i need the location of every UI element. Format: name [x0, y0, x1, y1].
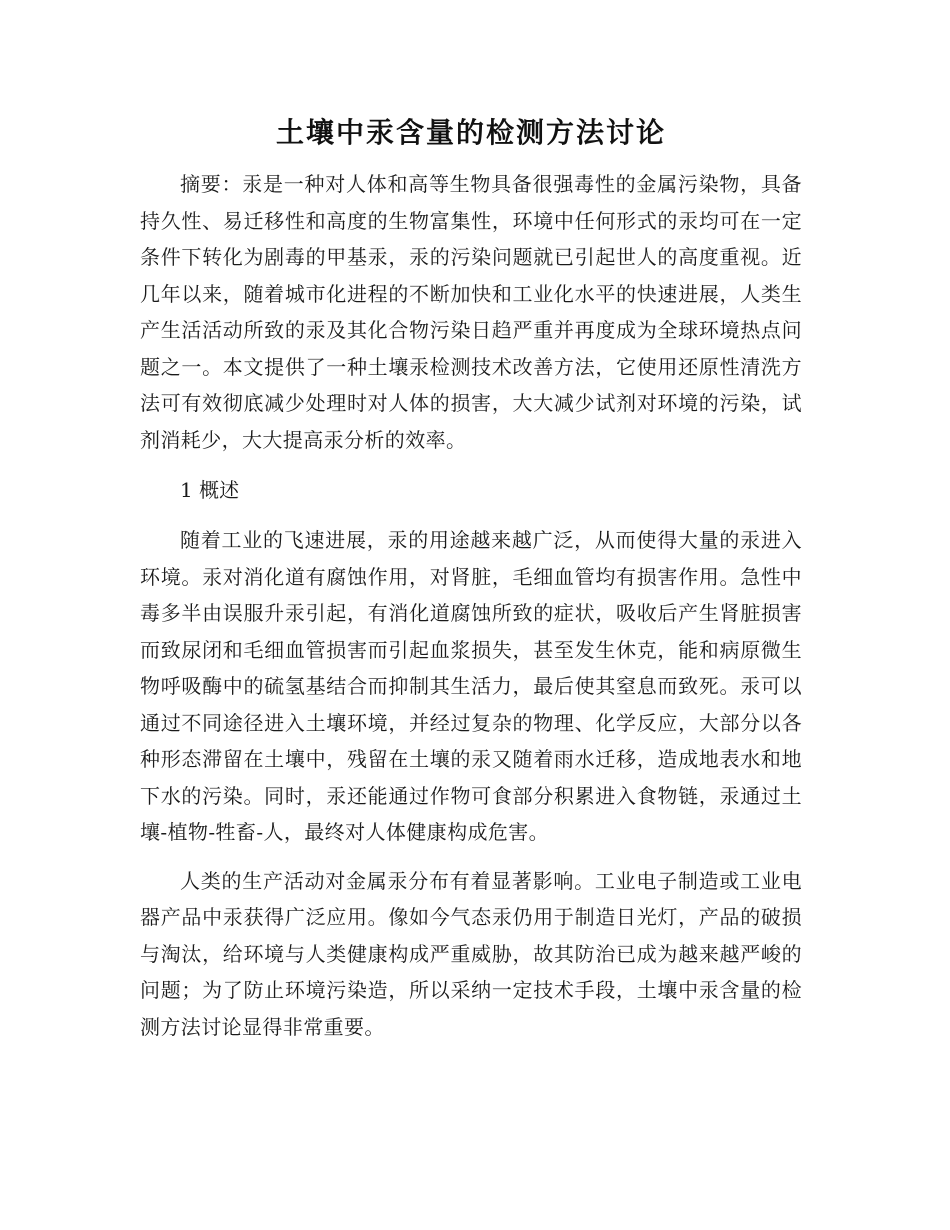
body-paragraph-2: 人类的生产活动对金属汞分布有着显著影响。工业电子制造或工业电器产品中汞获得广泛应用。像如今气态汞仍用于制造日光灯，产品的破损与淘汰，给环境与人类健康构成严重威胁，故其防治已成为越来越严峻的问题；为了防止环境污染造，所以采纳一定技术手段，土壤中汞含量的检测方法讨论显得非常重要。	[140, 868, 802, 1039]
section-heading-overview: 1 概述	[180, 478, 240, 502]
document-title: 土壤中汞含量的检测方法讨论	[275, 116, 666, 149]
body-paragraph-1: 随着工业的飞速进展，汞的用途越来越广泛，从而使得大量的汞进入环境。汞对消化道有腐蚀作用，对肾脏，毛细血管均有损害作用。急性中毒多半由误服升汞引起，有消化道腐蚀所致的症状，吸收后产生肾脏损害而致尿闭和毛细血管损害而引起血浆损失，甚至发生休克，能和病原微生物呼吸酶中的硫氢基结合而抑制其生活力，最后使其窒息而致死。汞可以通过不同途径进入土壤环境，并经过复杂的物理、化学反应，大部分以各种形态滞留在土壤中，残留在土壤的汞又随着雨水迁移，造成地表水和地下水的污染。同时，汞还能通过作物可食部分积累进入食物链，汞通过土壤-植物-牲畜-人，最终对人体健康构成危害。	[140, 528, 802, 844]
document-page	[140, 110, 802, 1045]
abstract-paragraph: 摘要：汞是一种对人体和高等生物具备很强毒性的金属污染物，具备持久性、易迁移性和高度的生物富集性，环境中任何形式的汞均可在一定条件下转化为剧毒的甲基汞，汞的污染问题就已引起世人的高度重视。近几年以来，随着城市化进程的不断加快和工业化水平的快速进展，人类生产生活活动所致的汞及其化合物污染日趋严重并再度成为全球环境热点问题之一。本文提供了一种土壤汞检测技术改善方法，它使用还原性清洗方法可有效彻底减少处理时对人体的损害，大大减少试剂对环境的污染，试剂消耗少，大大提高汞分析的效率。	[140, 172, 802, 452]
